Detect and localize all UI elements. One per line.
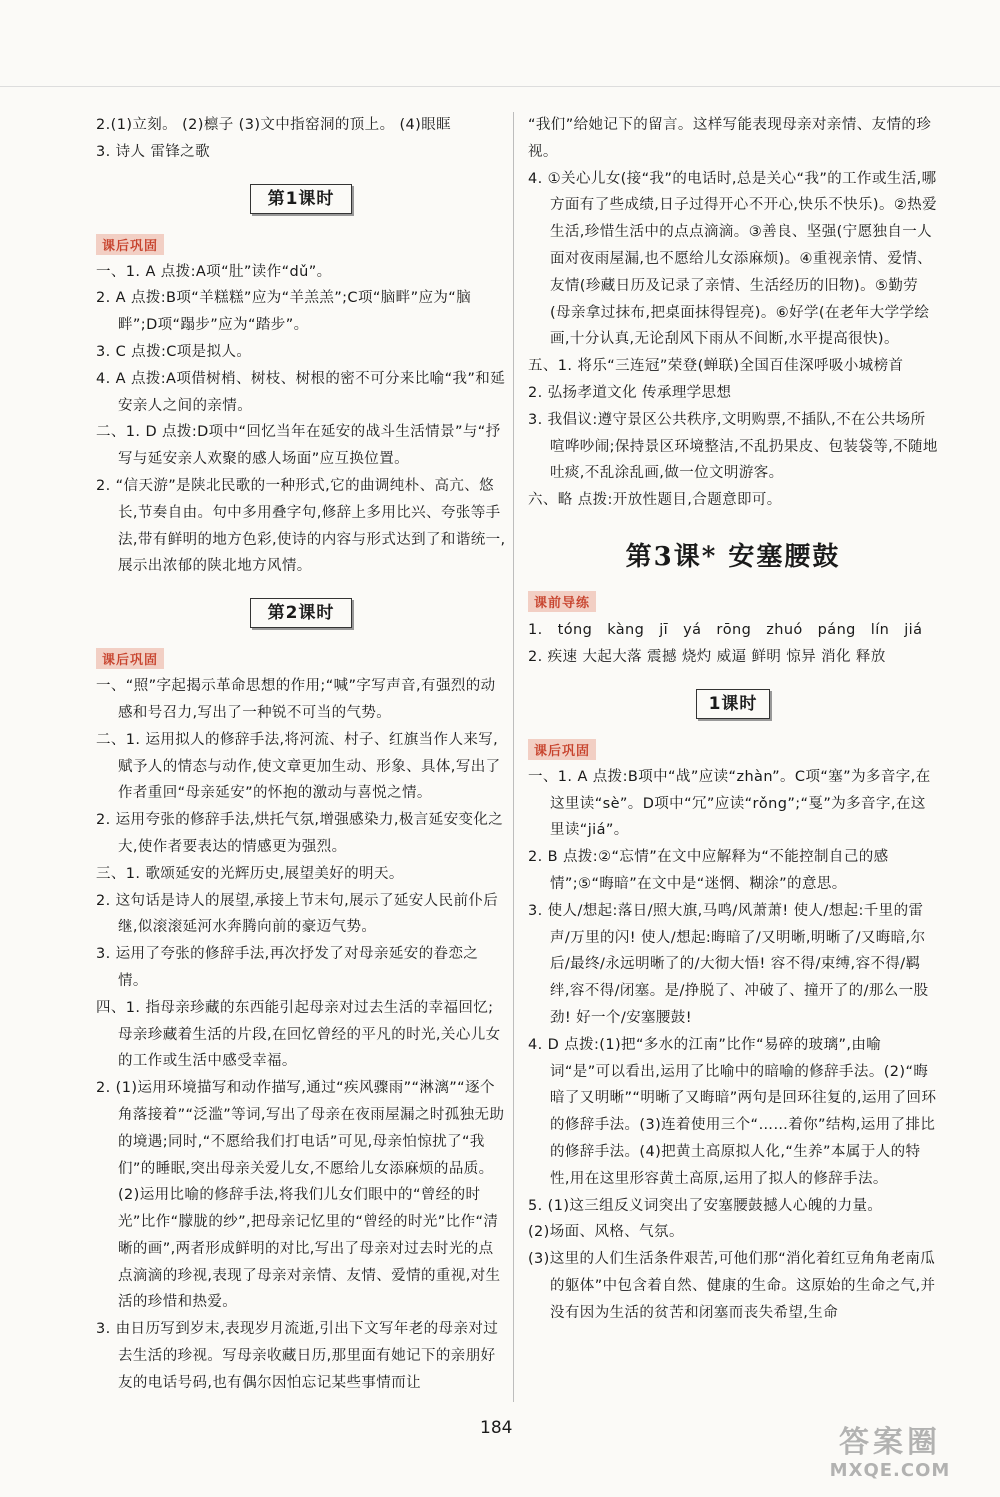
answer-line: 2. “信天游”是陕北民歌的一种形式,它的曲调纯朴、高亢、悠长,节奏自由。句中多用叠字句,修辞上多用比兴、夸张等手法,带有鲜明的地方色彩,使诗的内容与形式达到了和谐统一,展示出浓郁的陕北地方风情。 bbox=[96, 477, 506, 575]
section-tag: 课后巩固 bbox=[96, 234, 164, 255]
answer-line: 3. 运用了夸张的修辞手法,再次抒发了对母亲延安的眷恋之情。 bbox=[96, 946, 479, 989]
answer-line: 四、1. 指母亲珍藏的东西能引起母亲对过去生活的幸福回忆;母亲珍藏着生活的片段,在回忆曾经的平凡的时光,关心儿女的工作或生活中感受幸福。 bbox=[96, 999, 501, 1070]
watermark-domain: MXQE.COM bbox=[829, 1460, 951, 1481]
answer-line: 一、“照”字起揭示革命思想的作用;“喊”字写声音,有强烈的动感和号召力,写出了一种锐不可当的气势。 bbox=[96, 678, 496, 721]
header-rule bbox=[0, 86, 1000, 87]
section-title-lesson-1: 1课时 bbox=[696, 689, 770, 719]
answer-line: 三、1. 歌颂延安的光辉历史,展望美好的明天。 bbox=[96, 865, 404, 882]
answer-line: 二、1. 运用拟人的修辞手法,将河流、村子、红旗当作人来写,赋予人的情态与动作,使文章更加生动、形象、具体,写出了作者重回“母亲延安”的怀抱的激动与喜悦之情。 bbox=[96, 731, 501, 802]
word-answers: 2. 疾速 大起大落 震撼 烧灼 威逼 鲜明 惊异 消化 释放 bbox=[528, 648, 886, 665]
section-tag: 课后巩固 bbox=[96, 648, 164, 669]
answer-line: 2. 弘扬孝道文化 传承理学思想 bbox=[528, 384, 732, 401]
section-tag: 课后巩固 bbox=[528, 739, 596, 760]
left-column bbox=[96, 112, 506, 1397]
answer-line: 五、1. 将乐“三连冠”荣登(蝉联)全国百佳深呼吸小城榜首 bbox=[528, 358, 904, 375]
page-number: 184 bbox=[480, 1418, 513, 1438]
answer-line: 2. A 点拨:B项“羊糕糕”应为“羊羔羔”;C项“脑畔”应为“脑畔”;D项“蹋步”应为“踏步”。 bbox=[96, 290, 472, 334]
column-divider bbox=[513, 112, 514, 1402]
answer-line: 5. (1)这三组反义词突出了安塞腰鼓撼人心魄的力量。 bbox=[528, 1197, 883, 1214]
answer-line: 六、略 点拨:开放性题目,合题意即可。 bbox=[528, 492, 782, 509]
answer-line: 二、1. D 点拨:D项中“回忆当年在延安的战斗生活情景”与“抒写与延安亲人欢聚的感人场面”应互换位置。 bbox=[96, 424, 501, 468]
answer-line: 2. 这句话是诗人的展望,承接上节末句,展示了延安人民前仆后继,似滚滚延河水奔腾向前的豪迈气势。 bbox=[96, 892, 499, 936]
watermark-logo bbox=[800, 1425, 980, 1485]
answer-line: 3. 诗人 雷锋之歌 bbox=[96, 143, 211, 160]
answer-line: 3. 使人/想起:落日/照大旗,马鸣/风萧萧! 使人/想起:千里的雷声/万里的闪! 使人/想起:晦暗了/又明晰,明晰了/又晦暗,尔后/最终/永远明晰了的/大彻大悟! 容不得/束缚,容不得/羁绊,容不得/闭塞。是/挣脱了、冲破了、撞开了的/那么一股劲! 好一个/安塞腰鼓! bbox=[528, 902, 929, 1026]
answer-line: 2. B 点拨:②“忘情”在文中应解释为“不能控制自己的感情”;⑤“晦暗”在文中是“迷惘、糊涂”的意思。 bbox=[528, 849, 889, 892]
answer-line: 4. ①关心儿女(接“我”的电话时,总是关心“我”的工作或生活,哪方面有了些成绩,日子过得开心不开心,快乐不快乐)。②热爱生活,珍惜生活中的点点滴滴。③善良、坚强(宁愿独自一人面对夜雨屋漏,也不愿给儿女添麻烦)。④重视亲情、爱情、友情(珍藏日历及记录了亲情、生活经历的旧物)。⑤勤劳(母亲拿过抹布,把桌面抹得锃亮)。⑥好学(在老年大学学绘画,十分认真,无论刮风下雨从不间断,水平提高很快)。 bbox=[528, 170, 938, 348]
answer-line: (2)场面、风格、气氛。 bbox=[528, 1224, 684, 1241]
right-column bbox=[528, 112, 938, 1326]
answer-line: 一、1. A 点拨:B项中“战”应读“zhàn”。C项“塞”为多音字,在这里读“sè”。D项中“冗”应读“rǒng”;“戛”为多音字,在这里读“jiá”。 bbox=[528, 768, 931, 839]
section-tag: 课前导练 bbox=[528, 591, 596, 612]
answer-line: 3. 由日历写到岁末,表现岁月流逝,引出下文写年老的母亲对过去生活的珍视。写母亲收藏日历,那里面有她记下的亲朋好友的电话号码,也有偶尔因怕忘记某些事情而让 bbox=[96, 1321, 499, 1391]
lesson-title: 第3课* 安塞腰鼓 bbox=[625, 541, 841, 572]
answer-line: 3. C 点拨:C项是拟人。 bbox=[96, 343, 252, 360]
answer-line: 3. 我倡议:遵守景区公共秩序,文明购票,不插队,不在公共场所喧哗吵闹;保持景区环境整洁,不乱扔果皮、包装袋等,不随地吐痰,不乱涂乱画,做一位文明游客。 bbox=[528, 411, 938, 482]
answer-line: 4. A 点拨:A项借树梢、树枝、树根的密不可分来比喻“我”和延安亲人之间的亲情。 bbox=[96, 370, 506, 414]
watermark-text: 答案圈 bbox=[839, 1425, 941, 1460]
answer-line: 2. (1)运用环境描写和动作描写,通过“疾风骤雨”“淋漓”“逐个角落接着”“泛滥”等词,写出了母亲在夜雨屋漏之时孤独无助的境遇;同时,“不愿给我们打电话”可见,母亲怕惊扰了“我们”的睡眠,突出母亲关爱儿女,不愿给儿女添麻烦的品质。 (2)运用比喻的修辞手法,将我们儿女们眼中的“曾经的时光”比作“朦胧的纱”,把母亲记忆里的“曾经的时光”比作“清晰的画”,两者形成鲜明的对比,写出了母亲对过去时光的点点滴滴的珍视,表现了母亲对亲情、友情、爱情的重视,对生活的珍惜和热爱。 bbox=[96, 1080, 505, 1311]
answer-line: (3)这里的人们生活条件艰苦,可他们那“消化着红豆角角老南瓜的躯体”中包含着自然、健康的生命。这原始的生命之气,并没有因为生活的贫苦和闭塞而丧失希望,生命 bbox=[528, 1251, 936, 1321]
pinyin-answers: 1. tóng kàng jī yá rōng zhuó páng lín jiá bbox=[528, 621, 923, 638]
answer-line: “我们”给她记下的留言。这样写能表现母亲对亲情、友情的珍视。 bbox=[528, 117, 932, 160]
section-title-lesson-1: 第1课时 bbox=[250, 184, 352, 214]
answer-line: 一、1. A 点拨:A项“肚”读作“dǔ”。 bbox=[96, 263, 332, 280]
answer-line: 2. 运用夸张的修辞手法,烘托气氛,增强感染力,极言延安变化之大,使作者要表达的情感更为强烈。 bbox=[96, 812, 504, 855]
answer-line: 2.(1)立刻。 (2)檩子 (3)文中指窑洞的顶上。 (4)眼眶 bbox=[96, 117, 452, 133]
section-title-lesson-2: 第2课时 bbox=[250, 598, 352, 628]
answer-line: 4. D 点拨:(1)把“多水的江南”比作“易碎的玻璃”,由喻词“是”可以看出,运用了比喻中的暗喻的修辞手法。(2)“晦暗了又明晰”“明晰了又晦暗”两句是回环往复的,运用了回环的修辞手法。(3)连着使用三个“……着你”结构,运用了排比的修辞手法。(4)把黄土高原拟人化,“生养”本属于人的特性,用在这里形容黄土高原,运用了拟人的修辞手法。 bbox=[528, 1036, 937, 1187]
